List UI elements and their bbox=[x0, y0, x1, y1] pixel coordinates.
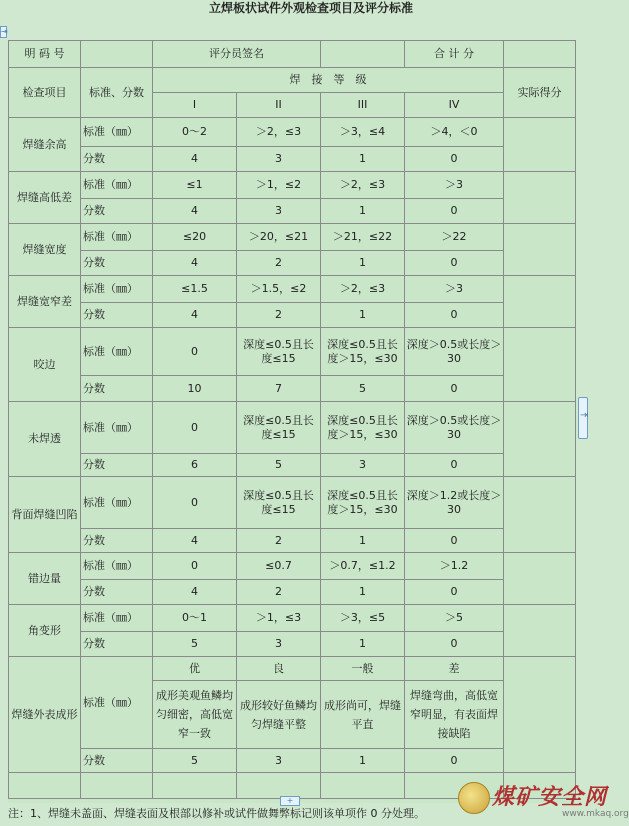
score-value: 5 bbox=[153, 749, 237, 773]
score-value: 0 bbox=[405, 454, 504, 477]
actual-score-cell[interactable] bbox=[504, 276, 576, 328]
score-value: 3 bbox=[237, 147, 321, 172]
std-value: ＞3，≤4 bbox=[321, 118, 405, 147]
std-value: ＞2，≤3 bbox=[321, 172, 405, 199]
std-value: ＞1，≤2 bbox=[237, 172, 321, 199]
std-value: 0 bbox=[153, 402, 237, 454]
appearance-level: 良 bbox=[237, 657, 321, 681]
header-row-1 bbox=[9, 41, 576, 68]
score-label: 分数 bbox=[81, 454, 153, 477]
std-value: 深度≤0.5且长度＞15，≤30 bbox=[321, 402, 405, 454]
std-mm-label: 标准（㎜） bbox=[81, 553, 153, 580]
grade-2-label: II bbox=[237, 93, 321, 118]
grade-1-label: I bbox=[153, 93, 237, 118]
appearance-level: 一般 bbox=[321, 657, 405, 681]
appearance-level: 优 bbox=[153, 657, 237, 681]
score-value: 0 bbox=[405, 303, 504, 328]
scorer-label: 评分员签名 bbox=[153, 41, 321, 68]
std-value: ＞22 bbox=[405, 224, 504, 251]
std-value: 深度＞0.5或长度＞30 bbox=[405, 402, 504, 454]
item-name: 焊缝宽窄差 bbox=[9, 276, 81, 328]
std-mm-label: 标准（㎜） bbox=[81, 118, 153, 147]
serial-label: 明 码 号 bbox=[9, 41, 81, 68]
grade-label: 焊 接 等 级 bbox=[153, 68, 504, 93]
score-label: 分数 bbox=[81, 303, 153, 328]
std-value: ≤0.7 bbox=[237, 553, 321, 580]
footnote: 注：1、焊缝未盖面、焊缝表面及根部以修补或试件做舞弊标记则该单项作 0 分处理。 bbox=[8, 807, 425, 820]
score-row bbox=[9, 580, 576, 605]
std-value: 0 bbox=[153, 328, 237, 376]
std-value: ＞3 bbox=[405, 276, 504, 303]
actual-score-cell[interactable] bbox=[504, 118, 576, 172]
std-row bbox=[9, 402, 576, 454]
item-name: 焊缝高低差 bbox=[9, 172, 81, 224]
score-row bbox=[9, 632, 576, 657]
standard-label: 标准、分数 bbox=[81, 68, 153, 118]
item-label: 检查项目 bbox=[9, 68, 81, 118]
actual-score-cell[interactable] bbox=[504, 605, 576, 657]
actual-score-cell[interactable] bbox=[504, 657, 576, 773]
std-value: ＞5 bbox=[405, 605, 504, 632]
score-row bbox=[9, 199, 576, 224]
std-value: 0 bbox=[153, 553, 237, 580]
score-label: 分数 bbox=[81, 632, 153, 657]
std-value: 0 bbox=[153, 477, 237, 529]
std-value: ≤1 bbox=[153, 172, 237, 199]
std-value: ＞3，≤5 bbox=[321, 605, 405, 632]
std-mm-label: 标准（㎜） bbox=[81, 328, 153, 376]
appearance-desc: 成形美观鱼鳞均匀细密，高低宽窄一致 bbox=[153, 681, 237, 749]
item-name: 未焊透 bbox=[9, 402, 81, 477]
std-mm-label: 标准（㎜） bbox=[81, 276, 153, 303]
watermark-url: www.mkaq.org bbox=[562, 809, 629, 819]
actual-score-cell[interactable] bbox=[504, 224, 576, 276]
empty-cell[interactable] bbox=[153, 773, 237, 799]
score-value: 3 bbox=[321, 454, 405, 477]
std-row bbox=[9, 276, 576, 303]
score-row bbox=[9, 251, 576, 276]
score-value: 1 bbox=[321, 529, 405, 553]
actual-score-cell[interactable] bbox=[504, 172, 576, 224]
score-value: 2 bbox=[237, 529, 321, 553]
score-value: 6 bbox=[153, 454, 237, 477]
grade-3-label: III bbox=[321, 93, 405, 118]
score-label: 分数 bbox=[81, 529, 153, 553]
score-label: 分数 bbox=[81, 376, 153, 402]
std-value: ＞0.7，≤1.2 bbox=[321, 553, 405, 580]
std-value: ＞4，＜0 bbox=[405, 118, 504, 147]
score-label: 分数 bbox=[81, 199, 153, 224]
score-value: 1 bbox=[321, 303, 405, 328]
side-scroll-handle[interactable] bbox=[578, 397, 588, 439]
header-row-2 bbox=[9, 68, 576, 93]
score-value: 0 bbox=[405, 147, 504, 172]
std-value: ＞1.2 bbox=[405, 553, 504, 580]
total-label: 合 计 分 bbox=[405, 41, 504, 68]
std-row bbox=[9, 328, 576, 376]
score-value: 3 bbox=[237, 749, 321, 773]
appearance-desc: 焊缝弯曲，高低宽窄明显，有表面焊接缺陷 bbox=[405, 681, 504, 749]
edge-expand-icon[interactable]: ⇥ bbox=[1, 27, 8, 36]
score-value: 4 bbox=[153, 580, 237, 605]
std-value: 0～1 bbox=[153, 605, 237, 632]
score-value: 0 bbox=[405, 632, 504, 657]
std-value: ＞20，≤21 bbox=[237, 224, 321, 251]
total-value[interactable] bbox=[504, 41, 576, 68]
std-value: 深度≤0.5且长度＞15，≤30 bbox=[321, 477, 405, 529]
score-label: 分数 bbox=[81, 580, 153, 605]
score-value: 1 bbox=[321, 749, 405, 773]
item-name: 焊缝余高 bbox=[9, 118, 81, 172]
std-mm-label: 标准（㎜） bbox=[81, 657, 153, 749]
score-value: 7 bbox=[237, 376, 321, 402]
score-value: 5 bbox=[153, 632, 237, 657]
std-value: 深度＞1.2或长度＞30 bbox=[405, 477, 504, 529]
score-value: 4 bbox=[153, 303, 237, 328]
arrow-right-icon: ⇥ bbox=[580, 410, 589, 421]
appearance-level: 差 bbox=[405, 657, 504, 681]
serial-value[interactable] bbox=[81, 41, 153, 68]
empty-cell[interactable] bbox=[9, 773, 81, 799]
std-mm-label: 标准（㎜） bbox=[81, 402, 153, 454]
std-value: ＞21，≤22 bbox=[321, 224, 405, 251]
std-mm-label: 标准（㎜） bbox=[81, 172, 153, 199]
std-value: ＞1，≤3 bbox=[237, 605, 321, 632]
score-row bbox=[9, 529, 576, 553]
score-value: 1 bbox=[321, 147, 405, 172]
score-value: 2 bbox=[237, 251, 321, 276]
std-value: ＞2，≤3 bbox=[321, 276, 405, 303]
appearance-score-row bbox=[9, 749, 576, 773]
std-mm-label: 标准（㎜） bbox=[81, 224, 153, 251]
score-value: 5 bbox=[237, 454, 321, 477]
item-name: 焊缝外表成形 bbox=[9, 657, 81, 773]
score-value: 0 bbox=[405, 199, 504, 224]
appearance-desc: 成形较好鱼鳞均匀焊缝平整 bbox=[237, 681, 321, 749]
std-value: 深度≤0.5且长度＞15，≤30 bbox=[321, 328, 405, 376]
score-value: 3 bbox=[237, 199, 321, 224]
std-value: 深度≤0.5且长度≤15 bbox=[237, 328, 321, 376]
empty-cell[interactable] bbox=[81, 773, 153, 799]
score-value: 4 bbox=[153, 199, 237, 224]
std-row bbox=[9, 477, 576, 529]
std-value: ＞3 bbox=[405, 172, 504, 199]
score-value: 0 bbox=[405, 749, 504, 773]
score-value: 2 bbox=[237, 303, 321, 328]
mine-logo-icon bbox=[458, 782, 490, 814]
std-mm-label: 标准（㎜） bbox=[81, 477, 153, 529]
score-row bbox=[9, 147, 576, 172]
item-name: 错边量 bbox=[9, 553, 81, 605]
score-label: 分数 bbox=[81, 749, 153, 773]
score-value: 4 bbox=[153, 529, 237, 553]
score-value: 4 bbox=[153, 147, 237, 172]
score-sheet bbox=[8, 40, 575, 803]
watermark-text: 煤矿安全网 bbox=[492, 784, 608, 810]
page-title: 立焊板状试件外观检查项目及评分标准 bbox=[208, 1, 413, 15]
item-name: 角变形 bbox=[9, 605, 81, 657]
item-name: 背面焊缝凹陷 bbox=[9, 477, 81, 553]
std-value: 0～2 bbox=[153, 118, 237, 147]
grade-4-label: IV bbox=[405, 93, 504, 118]
score-value: 5 bbox=[321, 376, 405, 402]
score-label: 分数 bbox=[81, 251, 153, 276]
std-row bbox=[9, 553, 576, 580]
std-value: ≤20 bbox=[153, 224, 237, 251]
std-mm-label: 标准（㎜） bbox=[81, 605, 153, 632]
scorer-value[interactable] bbox=[321, 41, 405, 68]
item-name: 焊缝宽度 bbox=[9, 224, 81, 276]
score-value: 0 bbox=[405, 251, 504, 276]
std-row bbox=[9, 118, 576, 147]
std-value: ≤1.5 bbox=[153, 276, 237, 303]
score-value: 0 bbox=[405, 529, 504, 553]
score-row bbox=[9, 376, 576, 402]
score-value: 4 bbox=[153, 251, 237, 276]
std-value: ＞1.5，≤2 bbox=[237, 276, 321, 303]
std-row bbox=[9, 224, 576, 251]
empty-cell[interactable] bbox=[321, 773, 405, 799]
score-row bbox=[9, 303, 576, 328]
inspection-table bbox=[8, 40, 576, 799]
std-value: 深度＞0.5或长度＞30 bbox=[405, 328, 504, 376]
score-value: 0 bbox=[405, 376, 504, 402]
std-value: 深度≤0.5且长度≤15 bbox=[237, 402, 321, 454]
std-value: ＞2，≤3 bbox=[237, 118, 321, 147]
actual-score-cell[interactable] bbox=[504, 402, 576, 477]
empty-cell[interactable] bbox=[237, 773, 321, 799]
item-name: 咬边 bbox=[9, 328, 81, 402]
score-value: 1 bbox=[321, 199, 405, 224]
std-row bbox=[9, 605, 576, 632]
score-value: 10 bbox=[153, 376, 237, 402]
score-value: 1 bbox=[321, 632, 405, 657]
bottom-resize-handle[interactable]: + bbox=[280, 796, 300, 806]
watermark bbox=[458, 778, 629, 824]
score-value: 1 bbox=[321, 251, 405, 276]
score-value: 1 bbox=[321, 580, 405, 605]
std-row bbox=[9, 172, 576, 199]
score-row bbox=[9, 454, 576, 477]
actual-score-cell[interactable] bbox=[504, 328, 576, 402]
score-label: 分数 bbox=[81, 147, 153, 172]
appearance-level-row bbox=[9, 657, 576, 681]
score-value: 0 bbox=[405, 580, 504, 605]
score-value: 3 bbox=[237, 632, 321, 657]
appearance-desc: 成形尚可，焊缝平直 bbox=[321, 681, 405, 749]
actual-score-cell[interactable] bbox=[504, 477, 576, 553]
actual-score-cell[interactable] bbox=[504, 553, 576, 605]
score-value: 2 bbox=[237, 580, 321, 605]
std-value: 深度≤0.5且长度≤15 bbox=[237, 477, 321, 529]
actual-score-label: 实际得分 bbox=[504, 68, 576, 118]
